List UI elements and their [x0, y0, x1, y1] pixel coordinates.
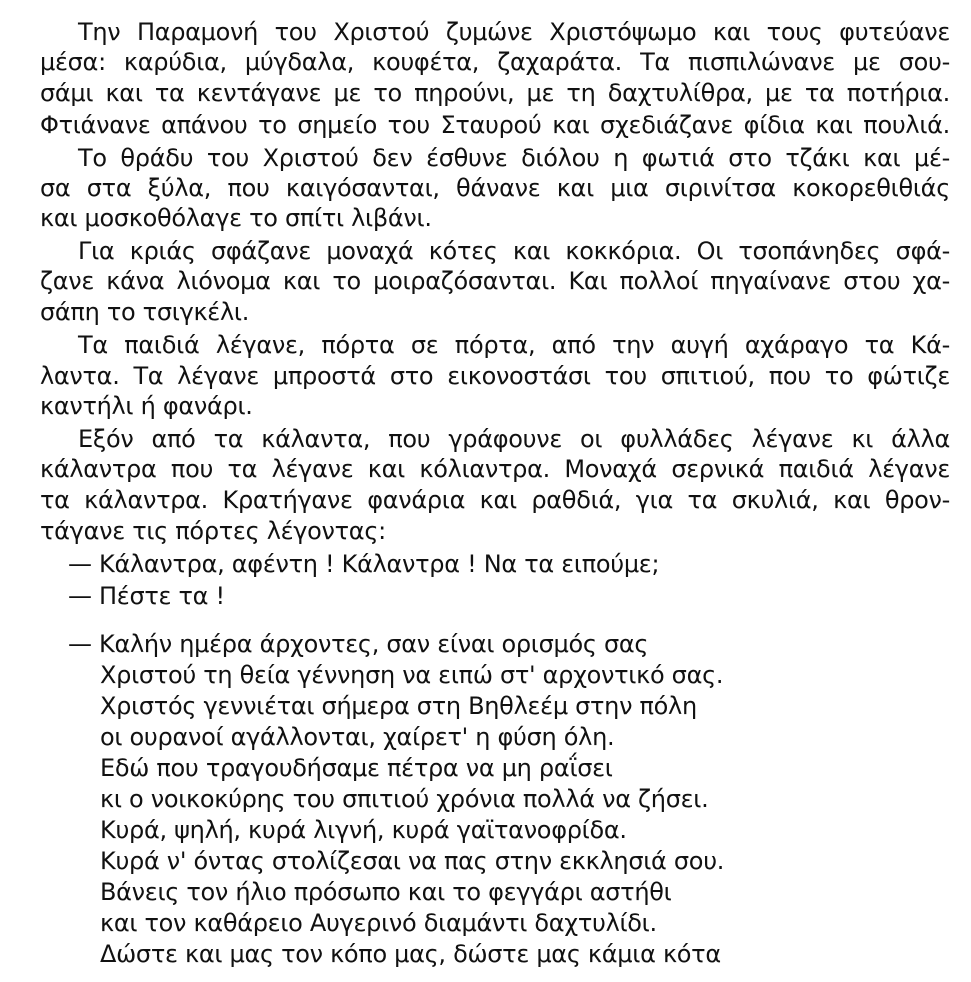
paragraph-4-line-2: λαντα. Τα λέγανε μπροστά στο εικονοστάσι του σπιτιού, που το φώτιζε [40, 362, 950, 390]
verse-line-7: Κυρά, ψηλή, κυρά λιγνή, κυρά γαϊτανοφρίδα. [100, 816, 627, 844]
paragraph-5-line-4: τάγανε τις πόρτες λέγοντας: [40, 517, 386, 545]
paragraph-3-line-2: ζανε κάνα λιόνομα και το μοιραζόσανται. Και πολλοί πηγαίνανε στου χα- [40, 267, 950, 295]
paragraph-1-line-1: Την Παραμονή του Χριστού ζυμώνε Χριστόψωμο και τους φυτεύανε [78, 18, 950, 46]
paragraph-4-line-1: Τα παιδιά λέγανε, πόρτα σε πόρτα, από την αυγή αχάραγο τα Κά- [78, 331, 950, 359]
paragraph-3-line-1: Για κριάς σφάζανε μοναχά κότες και κοκκόρια. Οι τσοπάνηδες σφά- [78, 237, 950, 265]
verse-line-5: Εδώ που τραγουδήσαμε πέτρα να μη ραΐσει [100, 754, 613, 782]
verse-line-2: Χριστού τη θεία γέννηση να ειπώ στ' αρχοντικό σας. [100, 661, 724, 689]
paragraph-2-line-3: και μοσκοθόλαγε το σπίτι λιβάνι. [40, 204, 432, 232]
paragraph-1-line-2: μέσα: καρύδια, μύγδαλα, κουφέτα, ζαχαράτα. Τα πισπιλώνανε με σου- [40, 48, 950, 76]
verse-line-10: και τον καθάρειο Αυγερινό διαμάντι δαχτυλίδι. [100, 909, 657, 937]
paragraph-3-line-3: σάπη το τσιγκέλι. [40, 298, 250, 326]
verse-line-11: Δώστε και μας τον κόπο μας, δώστε μας κάμια κότα [100, 940, 721, 968]
verse-line-6: κι ο νοικοκύρης του σπιτιού χρόνια πολλά να ζήσει. [100, 785, 709, 813]
paragraph-5-line-2: κάλαντρα που τα λέγανε και κόλιαντρα. Μοναχά σερνικά παιδιά λέγανε [40, 455, 950, 483]
paragraph-2-line-1: Το θράδυ του Χριστού δεν έσθυνε διόλου η φωτιά στο τζάκι και μέ- [78, 144, 950, 172]
verse-line-9: Βάνεις τον ήλιο πρόσωπο και το φεγγάρι αστήθι [100, 878, 672, 906]
verse-line-3: Χριστός γεννιέται σήμερα στη Βηθλεέμ στην πόλη [100, 692, 697, 720]
dialogue-line-1: — Κάλαντρα, αφέντη ! Κάλαντρα ! Να τα ειπούμε; [68, 550, 660, 578]
verse-line-4: οι ουρανοί αγάλλονται, χαίρετ' η φύση όλη. [100, 723, 615, 751]
paragraph-5-line-1: Εξόν από τα κάλαντα, που γράφουνε οι φυλλάδες λέγανε κι άλλα [78, 425, 950, 453]
paragraph-1-line-4: Φτιάνανε απάνου το σημείο του Σταυρού και σχεδιάζανε φίδια και πουλιά. [40, 111, 950, 139]
verse-line-1: — Καλήν ημέρα άρχοντες, σαν είναι ορισμός σας [68, 630, 649, 658]
paragraph-5-line-3: τα κάλαντρα. Κρατήγανε φανάρια και ραθδιά, για τα σκυλιά, και θρον- [40, 486, 950, 514]
paragraph-1-line-3: σάμι και τα κεντάγανε με το πηρούνι, με τη δαχτυλίθρα, με τα ποτήρια. [40, 79, 950, 107]
paragraph-4-line-3: καντήλι ή φανάρι. [40, 392, 253, 420]
dialogue-line-2: — Πέστε τα ! [68, 582, 225, 610]
paragraph-2-line-2: σα στα ξύλα, που καιγόσανται, θάνανε και μια σιρινίτσα κοκορεθιθιάς [40, 174, 950, 202]
verse-line-8: Κυρά ν' όντας στολίζεσαι να πας στην εκκλησιά σου. [100, 847, 725, 875]
